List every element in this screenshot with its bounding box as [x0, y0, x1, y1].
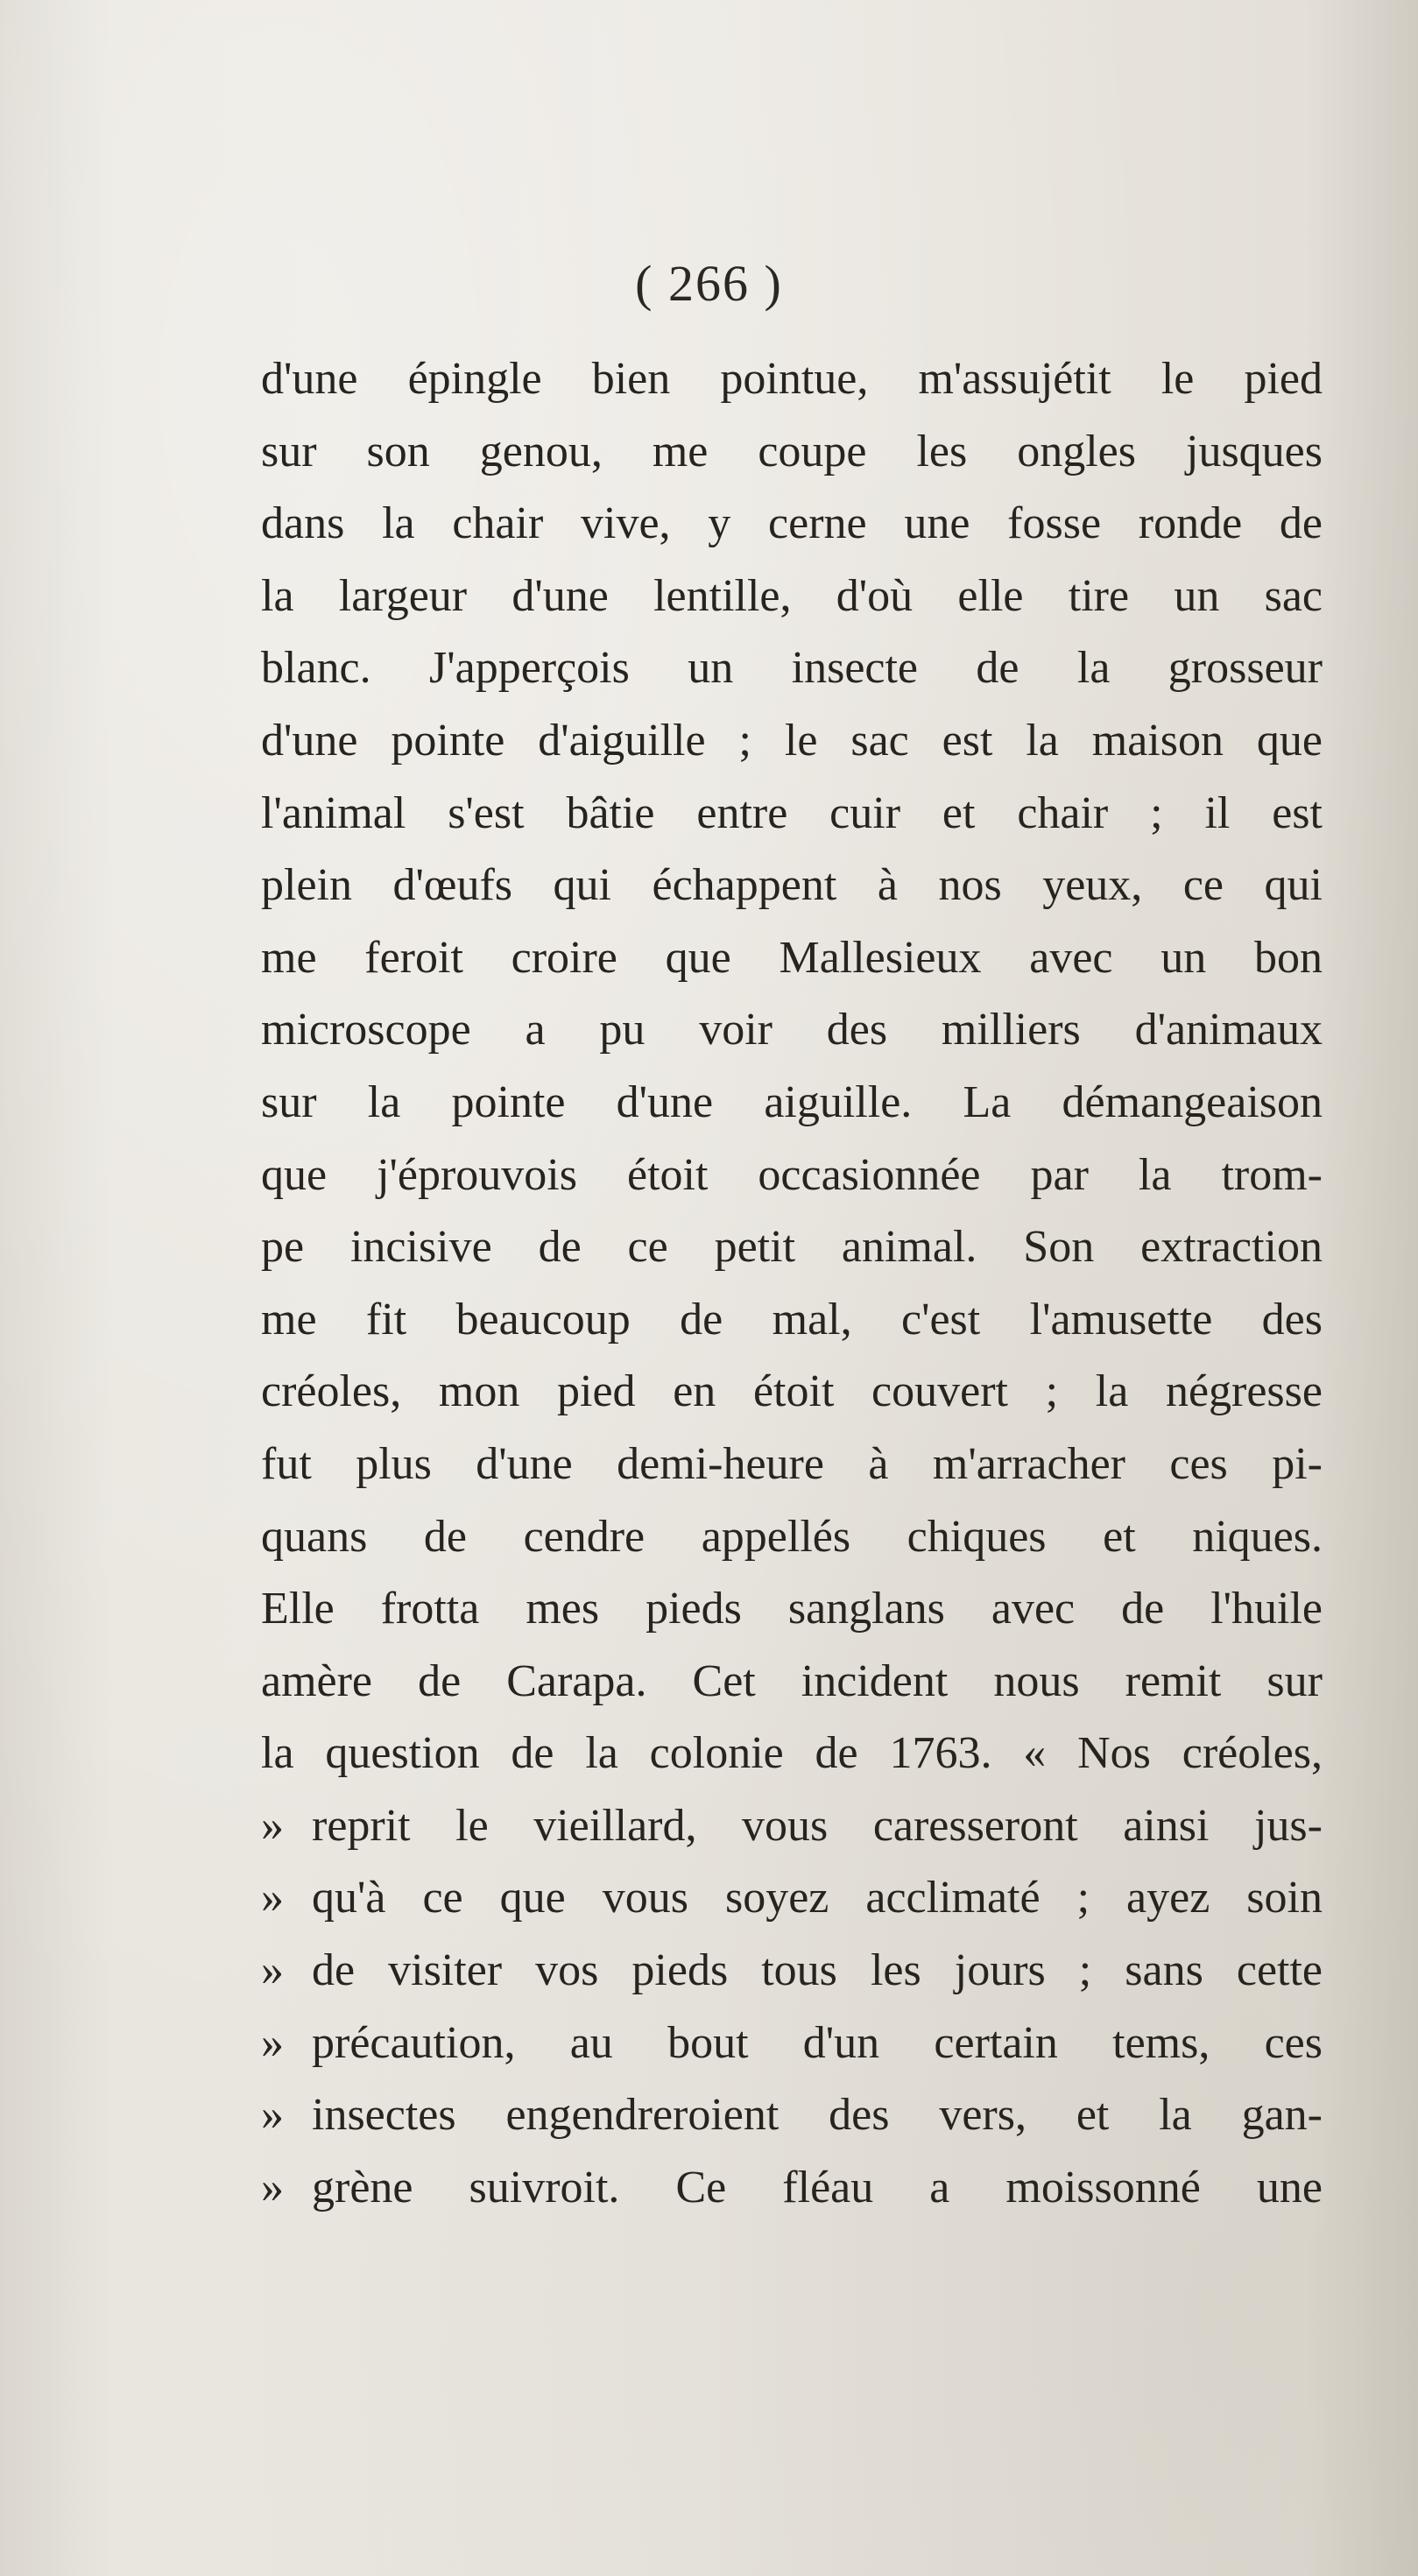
quote-mark: »: [261, 2162, 284, 2213]
text-line: sur son genou, me coupe les ongles jusques: [261, 426, 1323, 476]
quoted-line: [261, 2079, 1323, 2152]
text-line: l'animal s'est bâtie entre cuir et chair ; il est: [261, 787, 1323, 838]
page-number: ( 266 ): [635, 255, 783, 312]
quoted-line: [261, 2008, 1323, 2080]
quoted-line: [261, 1935, 1323, 2008]
text-line: la question de la colonie de 1763. « Nos créoles,: [261, 1728, 1323, 1779]
text-line: d'une pointe d'aiguille ; le sac est la maison que: [261, 715, 1323, 766]
text-line: que j'éprouvois étoit occasionnée par la trom-: [261, 1149, 1323, 1200]
text-line: la largeur d'une lentille, d'où elle tire un sac: [261, 570, 1323, 621]
text-line: d'une épingle bien pointue, m'assujétit le pied: [261, 354, 1323, 404]
text-line: me fit beaucoup de mal, c'est l'amusette des: [261, 1294, 1323, 1344]
body-text: [261, 343, 1323, 2224]
text-line: Elle frotta mes pieds sanglans avec de l'huile: [261, 1584, 1323, 1634]
quote-mark: »: [261, 2090, 284, 2141]
quote-mark: »: [261, 1945, 284, 1996]
text-line: blanc. J'apperçois un insecte de la grosseur: [261, 643, 1323, 694]
text-line: créoles, mon pied en étoit couvert ; la négresse: [261, 1366, 1323, 1417]
text-line: sur la pointe d'une aiguille. La démangeaison: [261, 1076, 1323, 1127]
text-line: plein d'œufs qui échappent à nos yeux, ce qui: [261, 860, 1323, 911]
quoted-line: [261, 1790, 1323, 1863]
quoted-text: qu'à ce que vous soyez acclimaté ; ayez soin: [312, 1873, 1323, 1923]
text-line: quans de cendre appellés chiques et niques.: [261, 1511, 1323, 1562]
text-line: dans la chair vive, y cerne une fosse ronde de: [261, 498, 1323, 549]
quoted-line: [261, 1862, 1323, 1935]
quoted-line: [261, 2152, 1323, 2225]
text-line: microscope a pu voir des milliers d'animaux: [261, 1005, 1323, 1055]
quoted-text: précaution, au bout d'un certain tems, ces: [312, 2017, 1323, 2068]
quoted-text: reprit le vieillard, vous caresseront ainsi jus-: [312, 1800, 1323, 1851]
text-line: amère de Carapa. Cet incident nous remit sur: [261, 1655, 1323, 1706]
quote-mark: »: [261, 1800, 284, 1851]
quote-mark: »: [261, 2017, 284, 2068]
text-line: pe incisive de ce petit animal. Son extraction: [261, 1222, 1323, 1273]
text-line: me feroit croire que Mallesieux avec un bon: [261, 932, 1323, 983]
quoted-text: grène suivroit. Ce fléau a moissonné une: [312, 2162, 1323, 2213]
text-line: fut plus d'une demi-heure à m'arracher ces pi-: [261, 1438, 1323, 1489]
quoted-text: insectes engendreroient des vers, et la gan-: [312, 2090, 1323, 2141]
quote-mark: »: [261, 1873, 284, 1923]
quoted-text: de visiter vos pieds tous les jours ; sans cette: [312, 1945, 1323, 1996]
